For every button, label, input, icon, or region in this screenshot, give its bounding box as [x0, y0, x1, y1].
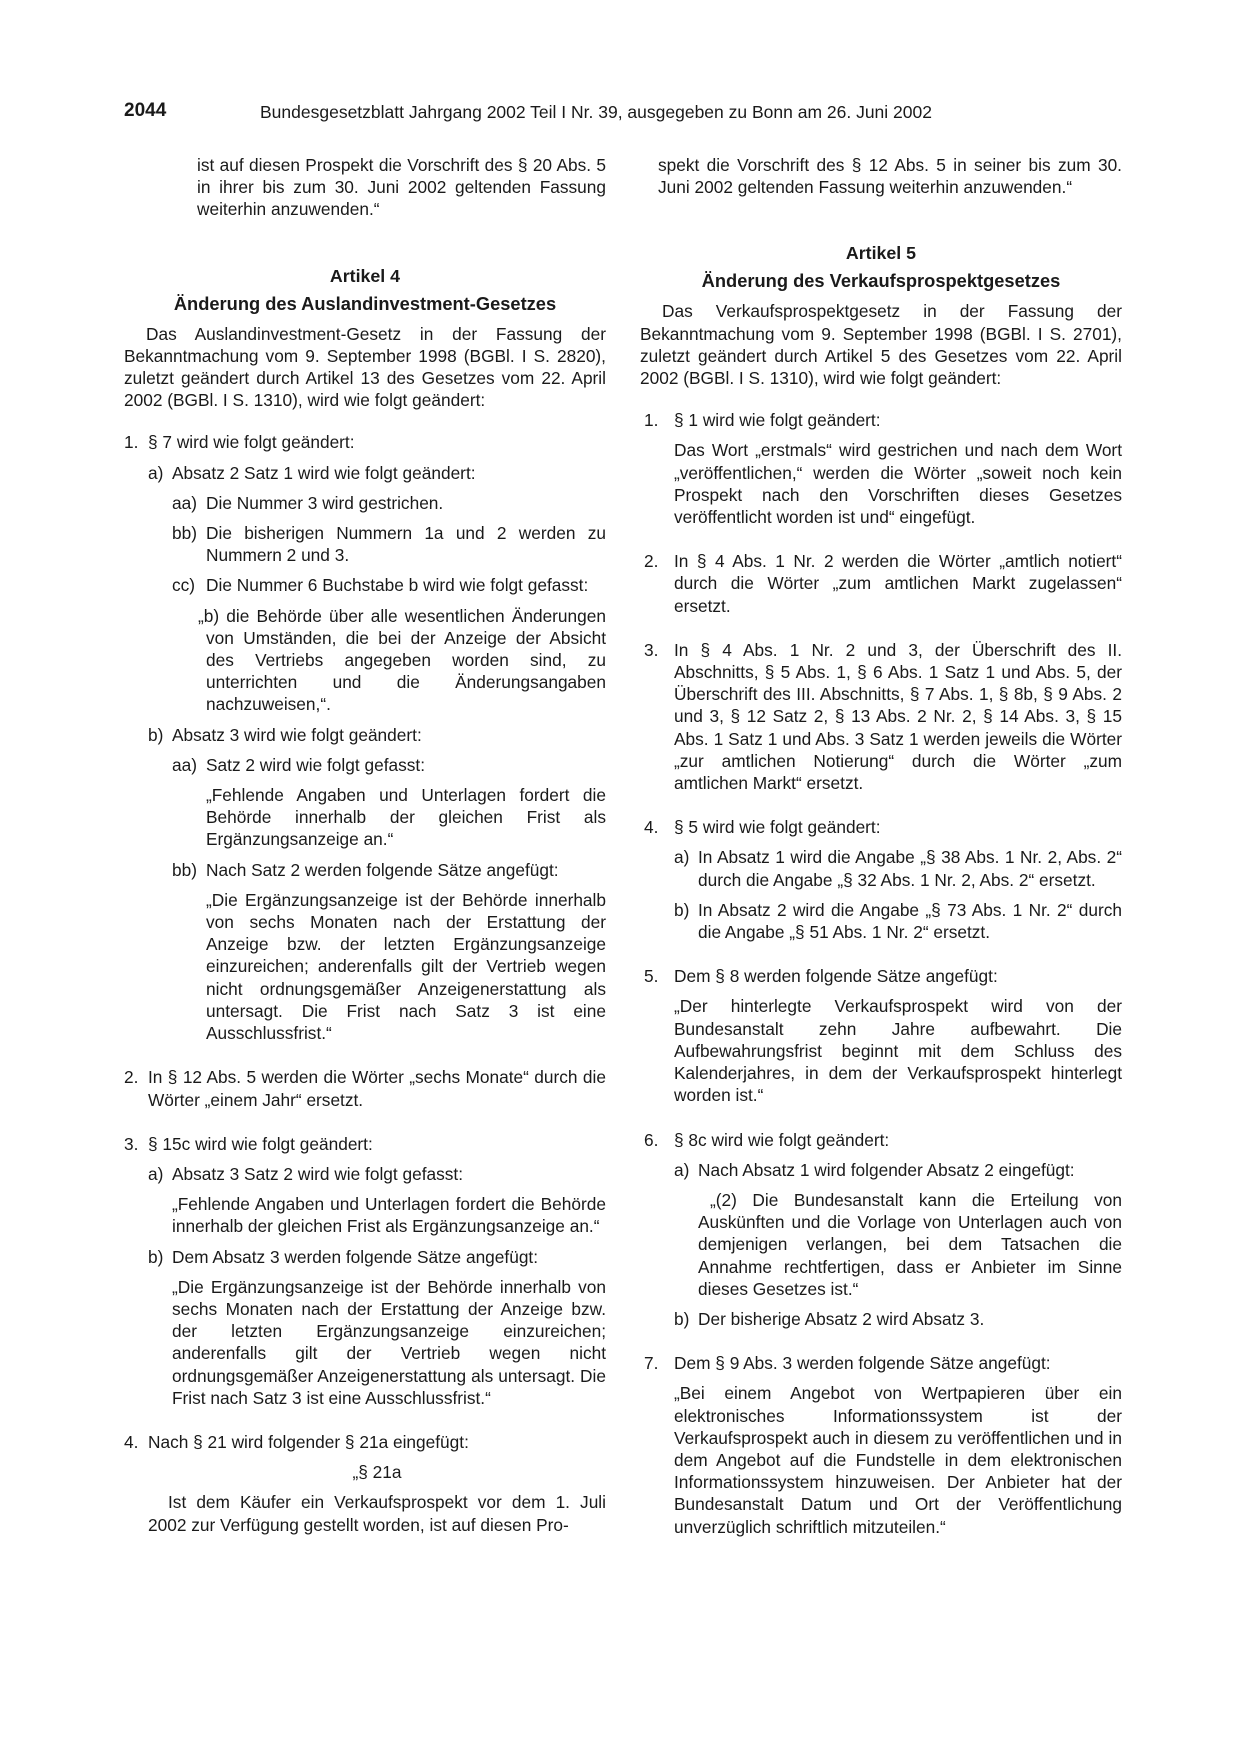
item-text: Dem Absatz 3 werden folgende Sätze angefügt:	[172, 1246, 539, 1267]
item-text: Die bisherigen Nummern 1a und 2 werden zu Nummern 2 und 3.	[206, 523, 606, 566]
list-item	[124, 574, 606, 596]
quoted-amendment: „Die Ergänzungsanzeige ist der Behörde innerhalb von sechs Monaten nach der Erstattung der Anzeige bzw. der letzten Ergänzungsanzeige einzureichen; anderenfalls gilt der Vertrieb wegen nicht ordnungsgemäßer Anzeigenerstattung als untersagt. Die Frist nach Satz 3 ist eine Ausschlussfrist.“	[206, 889, 606, 1044]
item-marker: 3.	[644, 639, 659, 660]
item-marker: aa)	[172, 492, 197, 513]
item-marker: 2.	[644, 551, 659, 572]
list-item	[124, 1133, 606, 1155]
item-marker: 3.	[124, 1133, 139, 1154]
list-item	[640, 409, 1122, 431]
item-text: § 8c wird wie folgt geändert:	[674, 1129, 890, 1150]
carryover-text: spekt die Vorschrift des § 12 Abs. 5 in seiner bis zum 30. Juni 2002 geltenden Fassung weiterhin anzuwenden.“	[658, 155, 1122, 198]
item-text: Die Nummer 3 wird gestrichen.	[206, 492, 444, 513]
item-marker: 7.	[644, 1353, 659, 1374]
item-text: Satz 2 wird wie folgt gefasst:	[206, 754, 425, 775]
list-item	[124, 492, 606, 514]
item-marker: a)	[674, 847, 690, 868]
article-intro: Das Verkaufsprospektgesetz in der Fassung der Bekanntmachung vom 9. September 1998 (BGBl. I S. 2701), zuletzt geändert durch Artikel 5 des Gesetzes vom 22. April 2002 (BGBl. I S. 1310), wird wie folgt geändert:	[640, 301, 1122, 389]
item-marker: a)	[148, 1163, 164, 1184]
item-marker: 1.	[644, 410, 659, 431]
amendment-text: Das Wort „erstmals“ wird gestrichen und nach dem Wort „veröffentlichen,“ werden die Wörter „soweit noch kein Prospekt nach den Vorschriften dieses Gesetzes veröffentlicht worden ist und“ eingefügt.	[674, 440, 1122, 528]
item-text: In Absatz 1 wird die Angabe „§ 38 Abs. 1 Nr. 2, Abs. 2“ durch die Angabe „§ 32 Abs. 1 Nr. 2, Abs. 2“ ersetzt.	[698, 847, 1122, 890]
item-text: Dem § 8 werden folgende Sätze angefügt:	[674, 966, 998, 987]
item-marker: bb)	[172, 523, 197, 544]
article-title: Artikel 5	[845, 243, 917, 264]
item-text: § 15c wird wie folgt geändert:	[148, 1133, 373, 1154]
article-title: Artikel 4	[329, 265, 401, 286]
item-marker: 4.	[124, 1431, 139, 1452]
left-column	[124, 154, 606, 1536]
list-item	[124, 859, 606, 881]
item-marker: b)	[148, 724, 164, 745]
item-text: Nach Satz 2 werden folgende Sätze angefügt:	[206, 859, 559, 880]
list-item	[640, 1159, 1122, 1181]
article-heading: Änderung des Auslandinvestment-Gesetzes	[173, 292, 557, 314]
list-item	[124, 1246, 606, 1268]
item-text: Die Nummer 6 Buchstabe b wird wie folgt gefasst:	[206, 575, 589, 596]
item-marker: cc)	[172, 575, 196, 596]
item-marker: 6.	[644, 1129, 659, 1150]
item-marker: 1.	[124, 432, 139, 453]
item-text: Der bisherige Absatz 2 wird Absatz 3.	[698, 1308, 985, 1329]
item-text: Dem § 9 Abs. 3 werden folgende Sätze angefügt:	[674, 1353, 1051, 1374]
item-text: In § 12 Abs. 5 werden die Wörter „sechs Monate“ durch die Wörter „einem Jahr“ ersetzt.	[148, 1067, 606, 1110]
list-item	[124, 754, 606, 776]
quoted-amendment: „Der hinterlegte Verkaufsprospekt wird von der Bundesanstalt zehn Jahre aufbewahrt. Die Aufbewahrungsfrist beginnt mit dem Schluss des Kalenderjahres, in dem der Verkaufsprospekt hinterlegt worden ist.“	[674, 996, 1122, 1106]
item-text: § 7 wird wie folgt geändert:	[148, 432, 355, 453]
item-marker: b)	[674, 899, 690, 920]
list-item	[640, 816, 1122, 838]
list-item	[124, 1066, 606, 1110]
item-text: § 5 wird wie folgt geändert:	[674, 817, 881, 838]
list-item	[640, 965, 1122, 987]
quoted-amendment: „Fehlende Angaben und Unterlagen fordert die Behörde innerhalb der gleichen Frist als Ergänzungsanzeige an.“	[172, 1194, 606, 1237]
item-text: In § 4 Abs. 1 Nr. 2 und 3, der Überschrift des II. Abschnitts, § 5 Abs. 1, § 6 Abs. 1 Satz 1 und Abs. 5, der Überschrift des III. Abschnitts, § 7 Abs. 1, § 8b, § 9 Abs. 2 und 3, § 12 Satz 2, § 13 Abs. 2 Nr. 2, § 14 Abs. 3, § 15 Abs. 1 Satz 1 und Abs. 3 Satz 1 werden jeweils die Wörter „zur amtlichen Notierung“ durch die Wörter „zum amtlichen Markt“ ersetzt.	[674, 639, 1122, 794]
quoted-amendment: „Bei einem Angebot von Wertpapieren über ein elektronisches Informationssystem ist der Verkaufsprospekt auch in diesem zu veröffentlichen und in dem Angebot auf die Fundstelle in dem elektronischen Informationssystem hinzuweisen. Der Anbieter hat der Bundesanstalt Datum und Ort der Veröffentlichung unverzüglich schriftlich mitzuteilen.“	[674, 1383, 1122, 1537]
item-marker: aa)	[172, 754, 197, 775]
list-item	[124, 522, 606, 566]
item-marker: b)	[674, 1308, 690, 1329]
list-item	[124, 724, 606, 746]
list-item	[124, 431, 606, 453]
item-marker: bb)	[172, 859, 197, 880]
article-heading: Änderung des Verkaufsprospektgesetzes	[701, 270, 1061, 292]
item-text: § 1 wird wie folgt geändert:	[674, 410, 881, 431]
list-item	[124, 462, 606, 484]
item-marker: b)	[148, 1246, 164, 1267]
article-intro: Das Auslandinvestment-Gesetz in der Fassung der Bekanntmachung vom 9. September 1998 (BGBl. I S. 2820), zuletzt geändert durch Artikel 13 des Gesetzes vom 22. April 2002 (BGBl. I S. 1310), wird wie folgt geändert:	[124, 323, 606, 411]
item-text: Nach Absatz 1 wird folgender Absatz 2 eingefügt:	[698, 1159, 1075, 1180]
list-item	[640, 639, 1122, 794]
quoted-amendment: „Fehlende Angaben und Unterlagen fordert die Behörde innerhalb der gleichen Frist als Ergänzungsanzeige an.“	[206, 785, 606, 850]
item-text: Absatz 2 Satz 1 wird wie folgt geändert:	[172, 462, 476, 483]
item-text: Nach § 21 wird folgender § 21a eingefügt:	[148, 1431, 469, 1452]
section-text: Ist dem Käufer ein Verkaufsprospekt vor dem 1. Juli 2002 zur Verfügung gestellt worden, ist auf diesen Pro-	[148, 1492, 606, 1535]
list-item	[640, 550, 1122, 617]
list-item	[640, 1308, 1122, 1330]
list-item	[640, 1352, 1122, 1374]
item-marker: 2.	[124, 1067, 139, 1088]
list-item	[640, 1129, 1122, 1151]
quoted-amendment: „(2) Die Bundesanstalt kann die Erteilung von Auskünften und die Vorlage von Unterlagen auch von demjenigen verlangen, bei dem Tatsachen die Annahme rechtfertigen, dass er Anbieter im Sinne dieses Gesetzes ist.“	[698, 1189, 1122, 1299]
list-item	[124, 1163, 606, 1185]
item-text: In § 4 Abs. 1 Nr. 2 werden die Wörter „amtlich notiert“ durch die Wörter „zum amtlichen Markt zugelassen“ ersetzt.	[674, 551, 1122, 616]
carryover-text: ist auf diesen Prospekt die Vorschrift des § 20 Abs. 5 in ihrer bis zum 30. Juni 2002 geltenden Fassung weiterhin anzuwenden.“	[197, 155, 606, 220]
page-number: 2044	[124, 100, 167, 121]
item-marker: a)	[148, 462, 164, 483]
right-column	[640, 154, 1122, 1538]
item-marker: a)	[674, 1159, 690, 1180]
quoted-amendment: „Die Ergänzungsanzeige ist der Behörde innerhalb von sechs Monaten nach der Erstattung der Anzeige bzw. der letzten Ergänzungsanzeige einzureichen; anderenfalls gilt der Vertrieb wegen nicht ordnungsgemäßer Anzeigenerstattung als untersagt. Die Frist nach Satz 3 ist eine Ausschlussfrist.“	[172, 1276, 606, 1408]
list-item	[124, 1431, 606, 1453]
item-text: In Absatz 2 wird die Angabe „§ 73 Abs. 1 Nr. 2“ durch die Angabe „§ 51 Abs. 1 Nr. 2“ ersetzt.	[698, 899, 1122, 943]
list-item	[640, 899, 1122, 943]
section-title: „§ 21a	[352, 1462, 402, 1483]
list-item	[640, 846, 1122, 890]
quoted-amendment: „b) die Behörde über alle wesentlichen Änderungen von Umständen, die bei der Anzeige der Absicht des Vertriebs angegeben worden sind, zu unterrichten und die Änderungsangaben nachzuweisen,“.	[198, 605, 606, 715]
item-marker: 5.	[644, 966, 659, 987]
item-text: Absatz 3 Satz 2 wird wie folgt gefasst:	[172, 1163, 464, 1184]
item-text: Absatz 3 wird wie folgt geändert:	[172, 724, 422, 745]
item-marker: 4.	[644, 817, 659, 838]
running-header: Bundesgesetzblatt Jahrgang 2002 Teil I Nr. 39, ausgegeben zu Bonn am 26. Juni 2002	[260, 102, 932, 122]
